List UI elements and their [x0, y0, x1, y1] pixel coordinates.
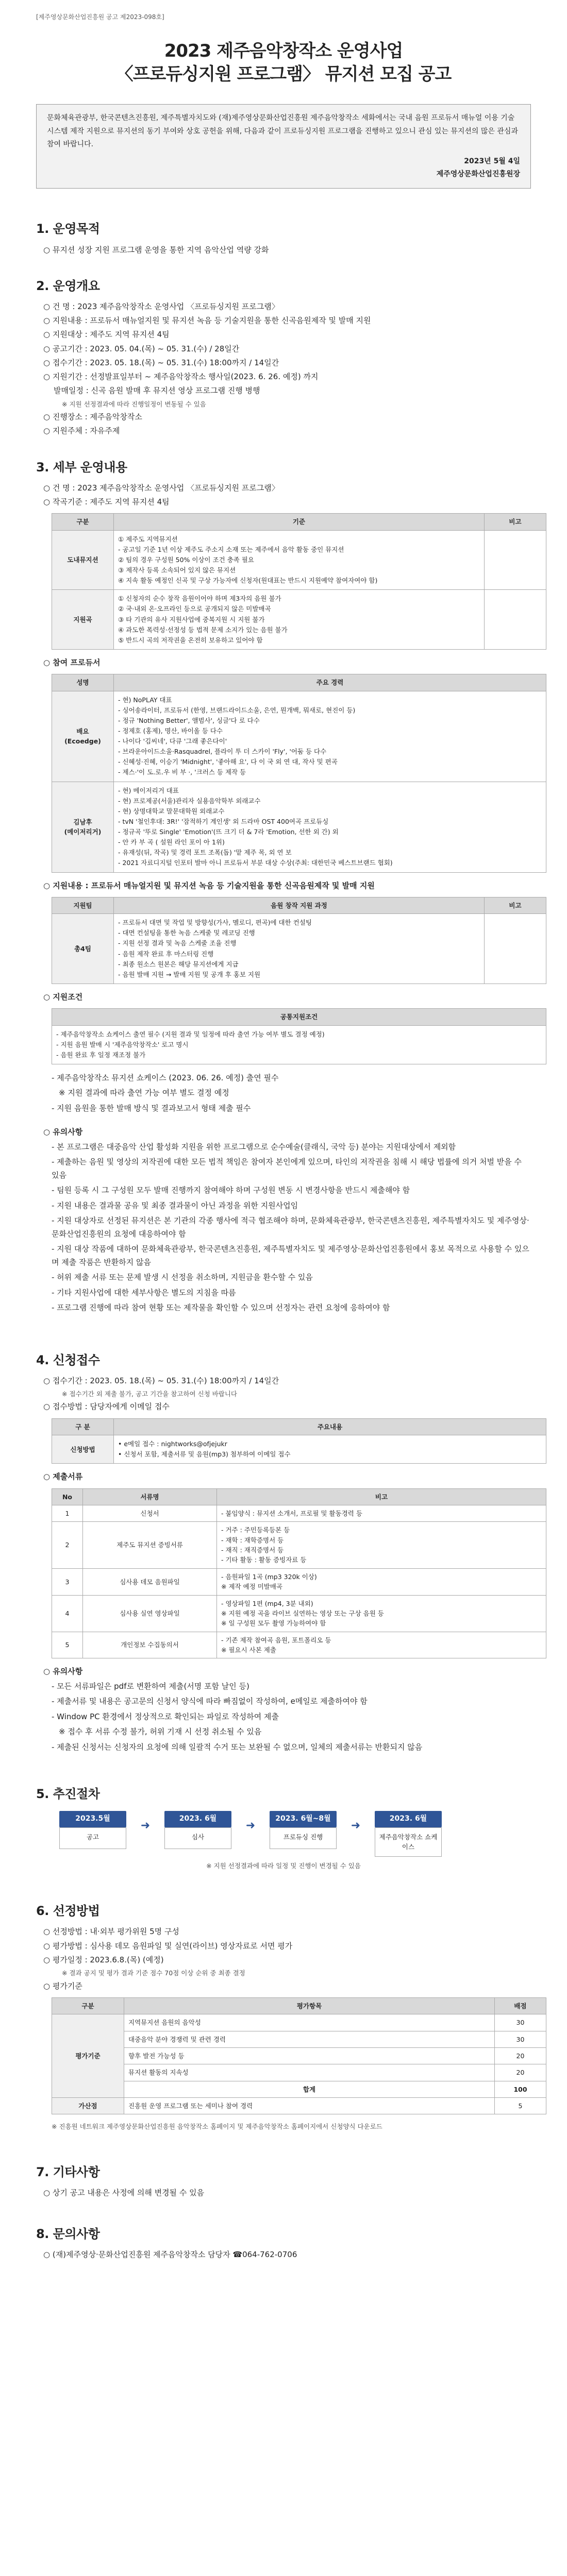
section-note: ※ 지원 선정결과에 따라 진행일정이 변동될 수 있음	[62, 400, 206, 408]
list-item: - 정규곡 '뚜로 Single' 'Emotion'(뜨 크기 더 & 7라 'Emotion, 선한 외 간) 외	[118, 828, 339, 836]
table-row	[52, 2081, 546, 2097]
list-item: ② 팀의 경우 구성원 50% 이상이 조건 충족 필요	[118, 555, 254, 564]
table-header: 구분	[52, 514, 114, 530]
row-content	[114, 530, 485, 590]
section-title: 7. 기타사항	[36, 2164, 100, 2179]
doc-note: - 음원파일 1곡 (mp3 320k 이상) ※ 제작 예정 미발매곡	[217, 1568, 546, 1595]
warning-line: - 프로그램 진행에 따라 참여 현황 또는 제작물을 확인할 수 있으며 선정자는 관련 요청에 응하여야 함	[52, 1303, 390, 1313]
table-row	[52, 530, 546, 590]
table-row	[52, 2031, 546, 2047]
section-line: ○ 공고기간 : 2023. 05. 04.(목) ~ 05. 31.(수) / 28일간	[43, 344, 240, 353]
section-purpose	[36, 219, 531, 256]
list-item: - 제주음악창작소 쇼케이스 출연 필수 (지원 결과 및 일정에 따라 출연 가능 여부 별도 결정 예정)	[56, 1030, 325, 1038]
table-row	[52, 914, 546, 984]
table-header: 공통지원조건	[52, 1009, 546, 1025]
section-line: ○ 진행장소 : 제주음악창작소	[43, 412, 142, 422]
table-header: 주요 경력	[114, 674, 546, 691]
process-flow	[57, 1811, 531, 1856]
section-process	[36, 1785, 531, 1871]
table-row	[52, 1435, 546, 1464]
row-label: 도내뮤지션	[52, 530, 114, 590]
list-item: - tvN '철인후대: 3R!' '잠적하기 계인생' 외 드라마 OST 400여곡 프로듀싱	[118, 817, 329, 825]
process-step	[372, 1811, 444, 1856]
notice-number: [제주영상문화산업진흥원 공고 제2023-098호]	[36, 13, 164, 21]
doc-name: 개인정보 수집동의서	[83, 1632, 217, 1658]
row-label: 신청방법	[52, 1435, 114, 1464]
section-title: 1. 운영목적	[36, 222, 100, 236]
row-note	[485, 590, 546, 650]
section-line: ○ 접수기간 : 2023. 05. 18.(목) ~ 05. 31.(수) 18:00까지 / 14일간	[43, 358, 279, 367]
intro-text: 문화체육관광부, 한국콘텐츠진흥원, 제주특별자치도와 (재)제주영상문화산업진흥원 제주음악창작소 세화에서는 국내 음원 프로듀서 매뉴얼 이용 기술 시스템 제작 지원으로 뮤지션의 동기 부여와 상호 공헌을 위해, 다음과 같이 프로듀싱지원 프로그램을 진행하고 있으니 관심 있는 뮤지션의 많은 관심과 참여 바랍니다.	[47, 114, 518, 148]
table-header: 비고	[485, 897, 546, 913]
program-table	[52, 897, 546, 984]
table-row	[52, 1025, 546, 1064]
score-item: 대중음악 분야 경쟁력 및 관련 경력	[124, 2031, 495, 2047]
doc-note: - 영상파일 1편 (mp4, 3분 내외) ※ 지원 예정 곡을 라이브 실연하는 영상 또는 구상 음원 등 ※ 일 구성원 모두 촬영 가능하여야 함	[217, 1595, 546, 1632]
section-application	[36, 1351, 531, 1754]
warning-line: - Window PC 환경에서 정상적으로 확인되는 파일로 작성하여 제출	[52, 1711, 279, 1721]
criteria-table-wrap	[52, 1008, 546, 1064]
warning-line: - 지원 대상자로 선정된 뮤지션은 본 기관의 각종 행사에 적극 협조해야 하며, 문화체육관광부, 한국콘텐츠진흥원, 제주특별자치도 및 제주영상·문화산업진흥원의 요청에 대응하여야 함	[52, 1216, 529, 1239]
table-row	[52, 2047, 546, 2064]
docs-title: ○ 제출서류	[43, 1472, 83, 1482]
section-line: ○ 평가일정 : 2023.6.8.(목) (예정)	[43, 1955, 164, 1964]
intro-sign	[47, 155, 520, 181]
list-item: - 정제호 (홍제), 명산, 바이올 등 다수	[118, 726, 223, 735]
contact-line: ○ (재)제주영상·문화산업진흥원 제주음악창작소 담당자 ☎064-762-0706	[43, 2250, 297, 2260]
section-line: ○ 작곡기준 : 제주도 지역 뮤지션 4팀	[43, 497, 170, 506]
step-label: 공고	[59, 1827, 126, 1849]
list-item: - 음원 완료 후 일정 재조정 불가	[56, 1050, 146, 1059]
section-title: 6. 선정방법	[36, 1904, 100, 1919]
list-item: - 지원 음원 발매 시 '제주음악창작소' 로고 명시	[56, 1040, 189, 1048]
list-item: - 브라운아이드소울·Rasquadrel, 플라이 투 더 스카이 'Fly', '어둠 등 다수	[118, 748, 327, 756]
table-header: 비고	[485, 514, 546, 530]
warning-line: - 본 프로그램은 대중음악 산업 활성화 지원을 위한 프로그램으로 순수예술(클래식, 국악 등) 분야는 지원대상에서 제외함	[52, 1142, 456, 1151]
arrow-right-icon: ➜	[245, 1819, 256, 1833]
table-header: 주요내용	[114, 1418, 546, 1435]
list-item: - 공고일 기준 1년 이상 제주도 주소지 소재 또는 제주에서 음악 활동 중인 뮤지션	[118, 545, 344, 553]
table-row	[52, 782, 546, 872]
list-item: - 현) 프로제공(서울)관리자 실용음악학부 외래교수	[118, 796, 261, 805]
arrow-right-icon: ➜	[140, 1819, 151, 1833]
list-item: • 신청서 포함, 제출서류 및 음원(mp3) 첨부하여 이메일 접수	[118, 1450, 291, 1459]
section-title: 3. 세부 운영내용	[36, 460, 127, 474]
program-title: ○ 지원내용 : 프로듀서 매뉴얼지원 및 뮤지션 녹음 등 기술지원을 통한 신곡음원제작 및 발매 지원	[43, 880, 375, 890]
section-note: ※ 접수기간 외 제출 불가, 공고 기간을 참고하여 신청 바랍니다	[62, 1390, 238, 1398]
section-line: ○ 평가기준	[43, 1981, 82, 1991]
list-item: - 2021 자료디지털 인포터 발마 아니 프로듀서 부분 대상 수상(주최: 대한민국 베스트브랜드 협회)	[118, 859, 393, 867]
section-selection	[36, 1902, 531, 2132]
list-item: ④ 지속 활동 예정인 신곡 및 구상 가능자에 신청자(원대표는 반드시 지원예약 참여자여야 함)	[118, 577, 378, 585]
list-item: ① 신청자의 순수 창작 음원이어야 하며 제3자의 음원 불가	[118, 595, 281, 603]
list-item: ③ 타 기관의 유사 지원사업에 중복지원 시 지원 불가	[118, 615, 265, 623]
row-label: 총4팀	[52, 914, 114, 984]
section-line: ○ 상기 공고 내용은 사정에 의해 변경될 수 있음	[43, 2188, 205, 2197]
section-details	[36, 458, 531, 1315]
section-title: 5. 추진절차	[36, 1787, 100, 1802]
process-step	[162, 1811, 234, 1849]
list-item: ⑤ 반드시 곡의 저작권을 온전히 보유하고 있어야 함	[118, 636, 263, 644]
program-table-wrap	[52, 897, 546, 984]
doc-no: 2	[52, 1522, 83, 1569]
extra-label: 가산점	[52, 2098, 124, 2114]
table-header: 지원팀	[52, 897, 114, 913]
table-header: 배점	[495, 1997, 546, 2014]
intro-box	[36, 104, 531, 189]
table-header: 성명	[52, 674, 114, 691]
warning-line: - 팀원 등록 시 그 구성원 모두 발매 진행까지 참여해야 하며 구성원 변동 시 변경사항을 반드시 제출해야 함	[52, 1185, 410, 1195]
list-item: - 지원 선정 결과 및 녹음 스케줄 조율 진행	[118, 939, 237, 947]
table-row	[52, 1505, 546, 1521]
section-line: ○ 지원대상 : 제주도 지역 뮤지션 4팀	[43, 330, 170, 340]
score-value: 30	[495, 2014, 546, 2031]
list-item: - 신혜성·진혜, 이승기 'Midnight', '좋아해 요', 다 이 국 외 연 대, 작사 및 편곡	[118, 758, 338, 766]
doc-note: - 붙임양식 : 뮤지션 소개서, 프로필 및 활동경력 등	[217, 1505, 546, 1521]
criteria-line: - 지원 음원을 통한 발매 방식 및 결과보고서 형태 제출 필수	[52, 1103, 251, 1113]
list-item: - 현) NoPLAY 대표	[118, 696, 172, 704]
section-title: 2. 운영개요	[36, 278, 100, 293]
extra-item: 진흥원 운영 프로그램 또는 세미나 참여 경력	[124, 2098, 495, 2114]
section-etc	[36, 2163, 531, 2199]
extra-score: 5	[495, 2098, 546, 2114]
list-item: - 유재성(뒤, 작곡) 및 경력 포트 조폭(돕) '맡 제주 목, 외 연 보	[118, 849, 292, 857]
section-line: ○ 접수기간 : 2023. 05. 18.(목) ~ 05. 31.(수) 18:00까지 / 14일간	[43, 1376, 279, 1385]
section-title: 8. 문의사항	[36, 2227, 100, 2242]
table-header: 구 분	[52, 1418, 114, 1435]
section-line: ○ 평가방법 : 심사용 데모 음원파일 및 실연(라이브) 영상자료로 서면 평가	[43, 1941, 293, 1951]
table-header: 음원 창작 지원 과정	[114, 897, 485, 913]
table-row	[52, 590, 546, 650]
intro-date: 2023년 5월 4일	[464, 157, 520, 165]
producer-name: 배요 (Ecoedge)	[52, 691, 114, 782]
criteria-line: - 제주음악창작소 뮤지션 쇼케이스 (2023. 06. 26. 예정) 출연 필수	[52, 1073, 279, 1082]
selection-note: ※ 진흥원 네트워크 제주영상문화산업진흥원 음악창작소 홈페이지 및 제주음악창작소 홈페이지에서 신청양식 다운로드	[52, 2123, 382, 2131]
criteria-table	[52, 1008, 546, 1064]
list-item: - 나이다 '김씨네', 다큐 '그래 좋은다이'	[118, 737, 227, 745]
doc-name: 신청서	[83, 1505, 217, 1521]
producer-name: 김남후 (메이저리거)	[52, 782, 114, 872]
step-date: 2023.5월	[59, 1811, 126, 1827]
warning-line: ※ 접수 후 서류 수정 불가, 허위 기재 시 선정 취소될 수 있음	[59, 1727, 262, 1737]
row-note	[485, 914, 546, 984]
row-content	[52, 1025, 546, 1064]
table-row	[52, 2014, 546, 2031]
score-item: 지역뮤지션 음원의 음악성	[124, 2014, 495, 2031]
doc-note: - 거주 : 주민등록등본 등 - 재학 : 재학증명서 등 - 재직 : 재직증명서 등 - 기타 활동 : 활동 증빙자료 등	[217, 1522, 546, 1569]
section-line: 발매일정 : 신곡 음원 발매 후 뮤지션 영상 프로그램 진행 병행	[54, 386, 260, 396]
doc-no: 5	[52, 1632, 83, 1658]
doc-name: 심사용 실연 영상파일	[83, 1595, 217, 1632]
section-line: ○ 뮤지션 성장 지원 프로그램 운영을 통한 지역 음악산업 역량 강화	[43, 245, 269, 255]
section-line: ○ 지원내용 : 프로듀서 매뉴얼지원 및 뮤지션 녹음 등 기술지원을 통한 신곡음원제작 및 발매 지원	[43, 316, 371, 326]
producers-table-wrap	[52, 674, 546, 872]
score-value: 20	[495, 2064, 546, 2081]
score-item: 뮤지션 활동의 지속성	[124, 2064, 495, 2081]
doc-no: 4	[52, 1595, 83, 1632]
table-row	[52, 2064, 546, 2081]
method-table	[52, 1418, 546, 1464]
section-title: 4. 신청접수	[36, 1352, 100, 1367]
row-content	[114, 914, 485, 984]
list-item: - 음원 발매 지원 → 발매 지원 및 공개 후 홍보 지원	[118, 970, 261, 978]
section-note: ※ 결과 공지 및 평가 결과 기준 점수 70점 이상 순위 중 최종 결정	[62, 1969, 245, 1977]
doc-name: 제주도 뮤지션 증빙서류	[83, 1522, 217, 1569]
list-item: ② 국·내외 온·오프라인 등으로 공개되지 않은 미발매곡	[118, 605, 271, 613]
step-label: 프로듀싱 진행	[270, 1827, 337, 1849]
section-line: ○ 건 명 : 2023 제주음악창작소 운영사업 〈프로듀싱지원 프로그램〉	[43, 483, 279, 493]
row-note	[485, 530, 546, 590]
warning-line: - 허위 제출 서류 또는 문제 발생 시 선정을 취소하며, 지원금을 환수할 수 있음	[52, 1273, 313, 1282]
list-item: - 제스·'이 도.로.우 비 부 ·, '크러스 등 제작 등	[118, 768, 246, 776]
process-step	[57, 1811, 129, 1849]
criteria-line: ※ 지원 결과에 따라 출연 가능 여부 별도 결정 예정	[59, 1088, 229, 1098]
section-overview	[36, 277, 531, 437]
step-date: 2023. 6월	[375, 1811, 442, 1827]
doc-note: - 기존 제작 참여곡 음원, 포트폴리오 등 ※ 필요시 사본 제출	[217, 1632, 546, 1658]
score-value: 30	[495, 2031, 546, 2047]
list-item: - 현) 상명대학교 말문대학원 외래교수	[118, 807, 225, 815]
list-item: ① 제주도 지역뮤지션	[118, 535, 178, 543]
list-item: - 프로듀서 대면 및 작업 및 방향성(가사, 멜로디, 편곡)에 대한 컨설팅	[118, 919, 312, 927]
score-value: 20	[495, 2047, 546, 2064]
list-item: • e메일 접수 : nightworks@ofjejukr	[118, 1440, 227, 1448]
warning-line: - 지원 대상 작품에 대하여 문화체육관광부, 한국콘텐츠진흥원, 제주특별자치도 및 제주영상·문화산업진흥원에서 홍보 목적으로 사용할 수 있으며 제출 작품은 반환하지 않음	[52, 1244, 529, 1267]
table-header: 비고	[217, 1488, 546, 1505]
table-header: 기준	[114, 514, 485, 530]
doc-no: 3	[52, 1568, 83, 1595]
title-line-1: 2023 제주음악창작소 운영사업	[164, 40, 403, 61]
table-row	[52, 2098, 546, 2114]
table-row	[52, 1568, 546, 1595]
table-row	[52, 1522, 546, 1569]
table-header: 서류명	[83, 1488, 217, 1505]
producers-table	[52, 674, 546, 872]
section-line: ○ 건 명 : 2023 제주음악창작소 운영사업 〈프로듀싱지원 프로그램〉	[43, 301, 279, 311]
group-label: 평가기준	[52, 2014, 124, 2098]
row-content	[114, 590, 485, 650]
table-header: No	[52, 1488, 83, 1505]
table-row	[52, 691, 546, 782]
process-note: ※ 지원 선정결과에 따라 일정 및 진행이 변경될 수 있음	[206, 1861, 361, 1870]
step-date: 2023. 6월~8월	[270, 1811, 337, 1827]
list-item: ③ 제작사 등록 소속되어 있지 않은 뮤지션	[118, 566, 236, 574]
title-line-2: 〈프로듀싱지원 프로그램〉 뮤지션 모집 공고	[115, 64, 452, 85]
arrow-right-icon: ➜	[351, 1819, 361, 1833]
producers-title: ○ 참여 프로듀서	[43, 657, 101, 667]
section-line: ○ 접수방법 : 담당자에게 이메일 접수	[43, 1402, 170, 1412]
criteria-title: ○ 지원조건	[43, 992, 83, 1002]
intro-org: 제주영상문화산업진흥원장	[436, 170, 520, 179]
section-line: ○ 선정방법 : 내·외부 평가위원 5명 구성	[43, 1927, 179, 1937]
step-date: 2023. 6월	[164, 1811, 231, 1827]
warnings-title: ○ 유의사항	[43, 1127, 83, 1137]
score-table	[52, 1997, 546, 2115]
warning-line: - 기타 지원사업에 대한 세부사항은 별도의 지침을 따름	[52, 1287, 236, 1297]
warning-line: - 제출하는 음원 및 영상의 저작권에 대한 모든 법적 책임은 참여자 본인에게 있으며, 타인의 저작권을 침해 시 해당 법률에 의거 처벌 받을 수 있음	[52, 1157, 522, 1180]
table-header: 평가항목	[124, 1997, 495, 2014]
table-header: 구분	[52, 1997, 124, 2014]
list-item: - 싱어송라이터, 프로듀서 (한영, 브랜드라이드소울, 은연, 뭔개백, 뭐새로, 현진이 등)	[118, 706, 356, 714]
step-label: 제주음악창작소 쇼케이스	[375, 1827, 442, 1857]
section-contact	[36, 2225, 531, 2261]
step-label: 심사	[164, 1827, 231, 1849]
list-item: - 최종 원소스 원본은 해당 뮤지션에게 지급	[118, 960, 239, 968]
eligibility-table-wrap	[52, 513, 546, 650]
warning-line: - 제출서류 및 내용은 공고문의 신청서 양식에 따라 빠짐없이 작성하여, e메일로 제출하여야 함	[52, 1697, 368, 1706]
score-table-wrap	[52, 1997, 546, 2115]
list-item: - 안 카 부 곡 ( 설원 라인 포이 아 1위)	[118, 838, 225, 846]
producer-career	[114, 782, 546, 872]
total-value: 100	[495, 2081, 546, 2097]
total-label: 합계	[124, 2081, 495, 2097]
warning-line: - 제출된 신청서는 신청자의 요청에 의해 일괄적 수거 또는 보완될 수 없으며, 일체의 제출서류는 반환되지 않음	[52, 1742, 423, 1752]
table-row	[52, 1632, 546, 1658]
table-row	[52, 1595, 546, 1632]
docs-table-wrap	[52, 1488, 546, 1659]
process-step	[267, 1811, 339, 1849]
warning-line: - 지원 내용은 결과물 공유 및 최종 결과물이 아닌 과정을 위한 지원사업임	[52, 1200, 298, 1210]
producer-career	[114, 691, 546, 782]
row-label: 지원곡	[52, 590, 114, 650]
section-line: ○ 지원기간 : 선정발표일부터 ~ 제주음악창작소 행사일(2023. 6. 26. 예정) 까지	[43, 372, 319, 382]
eligibility-table	[52, 513, 546, 650]
doc-name: 심사용 데모 음원파일	[83, 1568, 217, 1595]
warning-line: - 모든 서류파일은 pdf로 변환하여 제출(서명 포함 날인 등)	[52, 1681, 249, 1691]
method-table-wrap	[52, 1418, 546, 1464]
apply-warnings-title: ○ 유의사항	[43, 1667, 83, 1676]
list-item: - 음원 제작 완료 후 마스터링 진행	[118, 950, 214, 958]
list-item: - 현) 메이저리거 대표	[118, 786, 179, 794]
section-line: ○ 지원주체 : 자유주제	[43, 426, 120, 436]
docs-table	[52, 1488, 546, 1659]
doc-no: 1	[52, 1505, 83, 1521]
list-item: - 대면 컨설팅을 통한 녹음 스케줄 및 레코딩 진행	[118, 929, 255, 937]
score-item: 향후 발전 가능성 등	[124, 2047, 495, 2064]
title-block	[36, 40, 531, 87]
list-item: ④ 과도한 폭력성·선정성 등 법적 문제 소지가 있는 음원 불가	[118, 625, 288, 634]
row-content	[114, 1435, 546, 1464]
list-item: - 정규 'Nothing Better', 앨범사', 싱글'다 로 다수	[118, 716, 260, 724]
